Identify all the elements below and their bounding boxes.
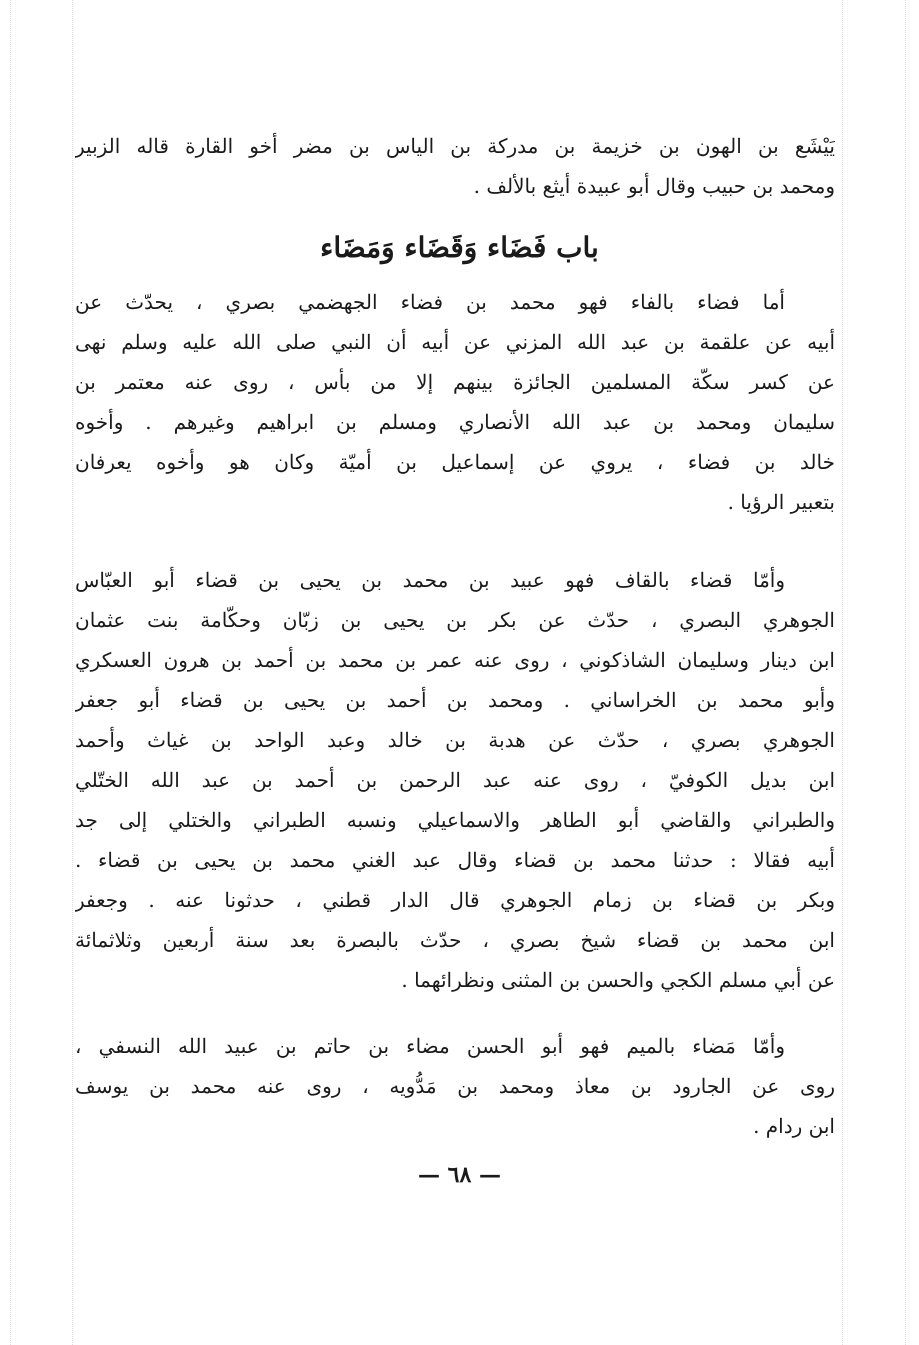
text-line: وبكر بن قضاء بن زمام الجوهري قال الدار قطني ، حدثونا عنه . وجعفر bbox=[75, 888, 835, 912]
text-line: ومحمد بن حبيب وقال أبو عبيدة أيثع بالألف . bbox=[473, 174, 835, 198]
scan-guide-line bbox=[842, 0, 843, 1345]
scan-guide-line bbox=[72, 0, 73, 1345]
continuation-text bbox=[75, 126, 835, 206]
paragraph-qada bbox=[75, 560, 835, 1000]
text-line: ابن بديل الكوفيّ ، روى عنه عبد الرحمن بن أحمد بن عبد الله الختّلي bbox=[75, 768, 835, 792]
text-line: ابن دينار وسليمان الشاذكوني ، روى عنه عمر بن محمد بن أحمد بن هرون العسكري bbox=[75, 648, 835, 672]
text-line: ابن محمد بن قضاء شيخ بصري ، حدّث بالبصرة بعد سنة أربعين وثلاثمائة bbox=[75, 928, 835, 952]
page-number: — ٦٨ — bbox=[418, 1162, 501, 1188]
scan-guide-line bbox=[905, 0, 906, 1345]
section-heading: باب فَضَاء وَقَضَاء وَمَضَاء bbox=[320, 231, 599, 264]
text-line: والطبراني والقاضي أبو الطاهر والاسماعيلي ونسبه الطبراني والختلي إلى جد bbox=[75, 808, 835, 832]
text-line: روى عن الجارود بن معاذ ومحمد بن مَدُّويه ، روى عنه محمد بن يوسف bbox=[75, 1074, 835, 1098]
text-line: أبيه عن علقمة بن عبد الله المزني عن أبيه أن النبي صلى الله عليه وسلم نهى bbox=[75, 330, 835, 354]
text-line: خالد بن فضاء ، يروي عن إسماعيل بن أميّة وكان هو وأخوه يعرفان bbox=[75, 450, 835, 474]
text-line: سليمان ومحمد بن عبد الله الأنصاري ومسلم بن ابراهيم وغيرهم . وأخوه bbox=[75, 410, 835, 434]
text-line: يَيْشَع بن الهون بن خزيمة بن مدركة بن الياس بن مضر أخو القارة قاله الزبير bbox=[75, 134, 835, 158]
text-line: أما فضاء بالفاء فهو محمد بن فضاء الجهضمي بصري ، يحدّث عن bbox=[75, 290, 785, 314]
text-line: عن أبي مسلم الكجي والحسن بن المثنى ونظرائهما . bbox=[401, 968, 835, 992]
text-line: بتعبير الرؤيا . bbox=[727, 490, 835, 514]
text-line: وأمّا قضاء بالقاف فهو عبيد بن محمد بن يحيى بن قضاء أبو العبّاس bbox=[75, 568, 785, 592]
text-line: وأبو محمد بن الخراساني . ومحمد بن أحمد بن يحيى بن قضاء أبو جعفر bbox=[75, 688, 835, 712]
scan-guide-line bbox=[10, 0, 11, 1345]
paragraph-mada bbox=[75, 1026, 835, 1146]
text-line: وأمّا مَضاء بالميم فهو أبو الحسن مضاء بن حاتم بن عبيد الله النسفي ، bbox=[75, 1034, 785, 1058]
text-line: ابن ردام . bbox=[753, 1114, 835, 1138]
text-line: عن كسر سكّة المسلمين الجائزة بينهم إلا من بأس ، روى عنه معتمر بن bbox=[75, 370, 835, 394]
paragraph-fada bbox=[75, 282, 835, 522]
text-line: أبيه فقالا : حدثنا محمد بن قضاء وقال عبد الغني محمد بن يحيى بن قضاء . bbox=[75, 848, 835, 872]
text-line: الجوهري البصري ، حدّث عن بكر بن يحيى بن زبّان وحكّامة بنت عثمان bbox=[75, 608, 835, 632]
text-line: الجوهري بصري ، حدّث عن هدبة بن خالد وعبد الواحد بن غياث وأحمد bbox=[75, 728, 835, 752]
